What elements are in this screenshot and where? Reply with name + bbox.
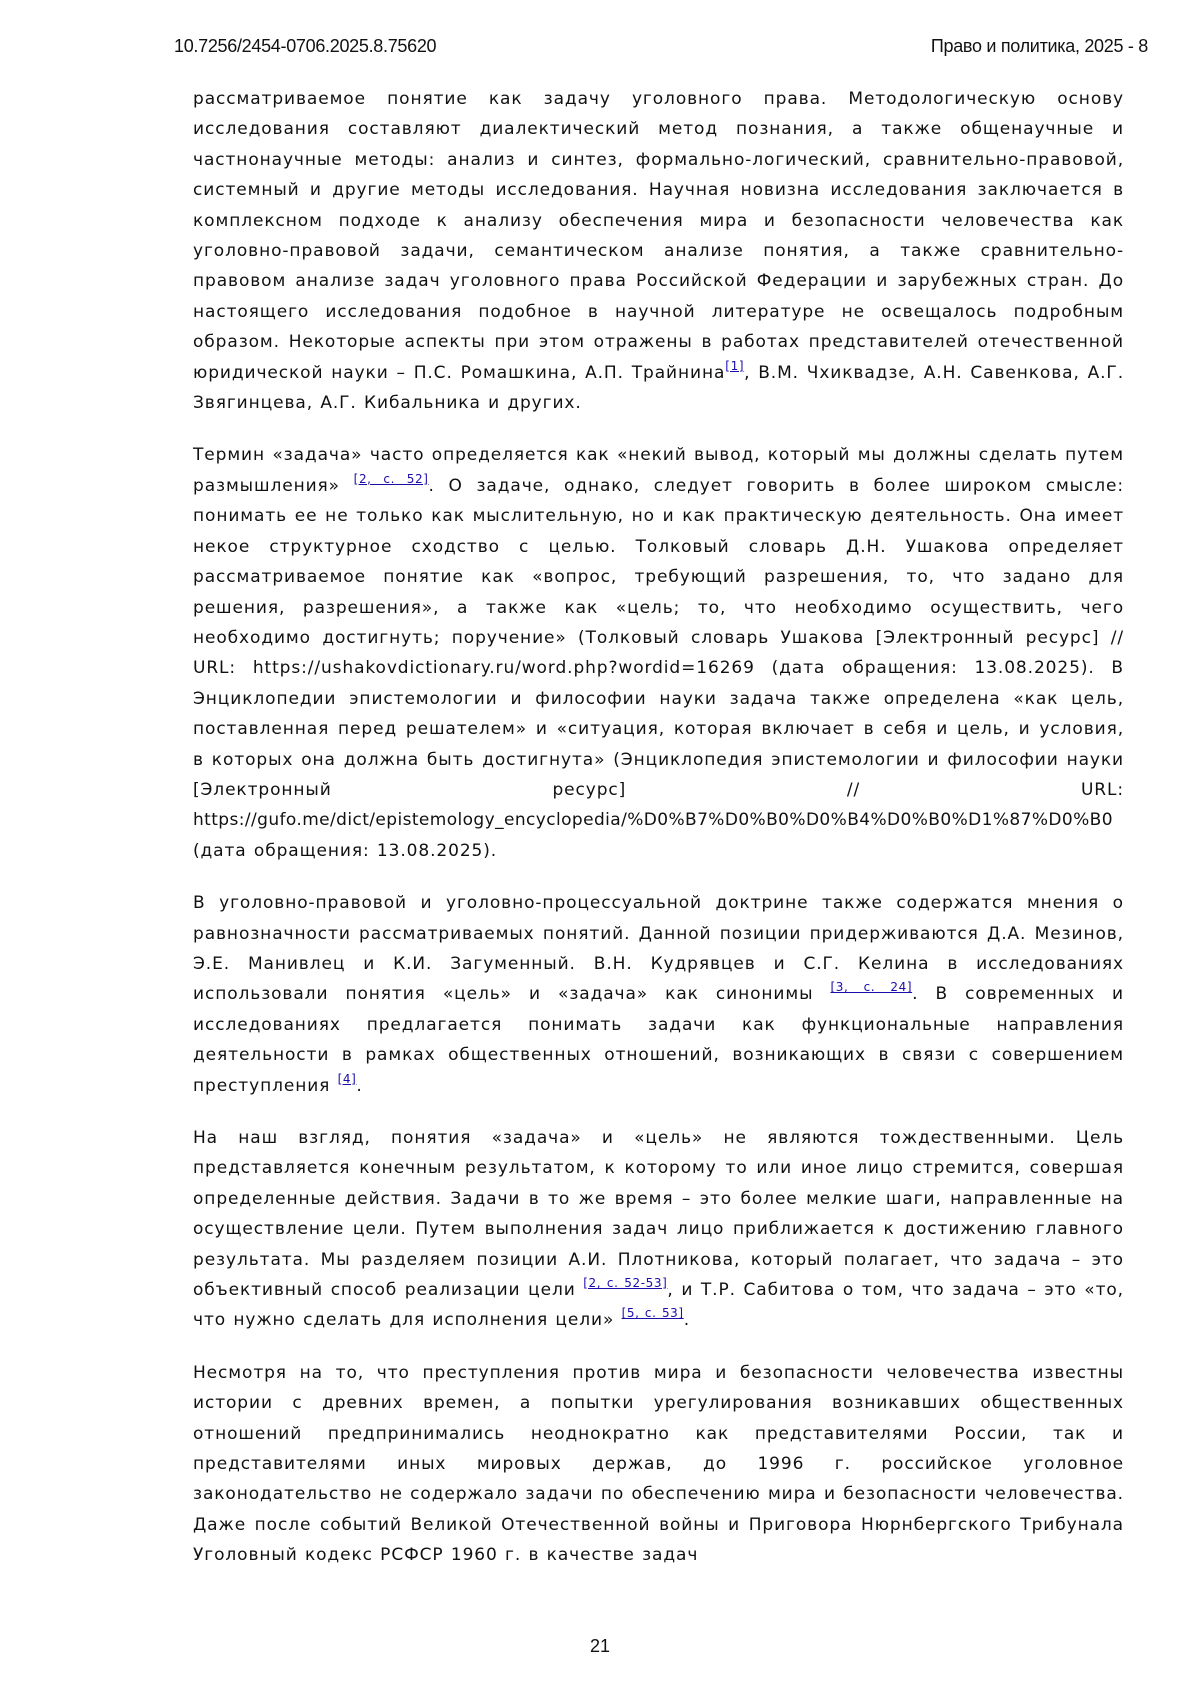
doi-label: 10.7256/2454-0706.2025.8.75620 (174, 36, 436, 57)
reference-link-4[interactable]: [4] (338, 1072, 357, 1086)
paragraph-text: , и Т.Р. Сабитова о том, что задача – это «то, что нужно сделать для исполнения цели» (193, 1280, 1124, 1330)
paragraph-text: . (356, 1076, 362, 1096)
reference-link-3-p24[interactable]: [3, с. 24] (830, 980, 912, 994)
paragraph-text: Несмотря на то, что преступления против мира и безопасности человечества известны истории с древних времен, а попытки урегулирования возникавших общественных отношений предпринимались неоднократно как представителями России, так и представителями иных мировых держав, до 1996 г. российское уголовное законодательство не содержало задачи по обеспечению мира и безопасности человечества. Даже после событий Великой Отечественной войны и Приговора Нюрнбергского Трибунала Уголовный кодекс РСФСР 1960 г. в качестве задач (193, 1363, 1124, 1565)
reference-link-1[interactable]: [1] (725, 359, 744, 373)
page-header (174, 36, 1148, 60)
reference-link-2-p52-53[interactable]: [2, с. 52-53] (583, 1276, 667, 1290)
paragraph-3 (193, 888, 1124, 1101)
paragraph-text: . (684, 1310, 690, 1330)
page-number: 21 (0, 1636, 1200, 1657)
paragraph-2 (193, 440, 1124, 866)
article-body (193, 84, 1124, 1593)
paragraph-text: , В.М. Чхиквадзе, А.Н. Савенкова, А.Г. Звягинцева, А.Г. Кибальника и других. (193, 363, 1124, 413)
encyclopedia-url: https://gufo.me/dict/epistemology_encyclopedia/%D0%B7%D0%B0%D0%B4%D0%B0%D1%87%D0%B0 (193, 810, 1113, 830)
reference-link-2-p52[interactable]: [2, с. 52] (354, 472, 429, 486)
paragraph-5 (193, 1358, 1124, 1571)
paragraph-text: Термин «задача» часто определяется как «некий вывод, который мы должны сделать путем размышления» (193, 445, 1124, 495)
paragraph-1 (193, 84, 1124, 418)
paragraph-text: . В современных и исследованиях предлагается понимать задачи как функциональные направления деятельности в рамках общественных отношений, возникающих в связи с совершением преступления (193, 984, 1124, 1095)
reference-link-5-p53[interactable]: [5, с. 53] (622, 1306, 684, 1320)
paragraph-text: рассматриваемое понятие как задачу уголовного права. Методологическую основу исследования составляют диалектический метод познания, а также общенаучные и частнонаучные методы: анализ и синтез, формально-логический, сравнительно-правовой, системный и другие методы исследования. Научная новизна исследования заключается в комплексном подходе к анализу обеспечения мира и безопасности человечества как уголовно-правовой задачи, семантическом анализе понятия, а также сравнительно-правовом анализе задач уголовного права Российской Федерации и зарубежных стран. До настоящего исследования подобное в научной литературе не освещалось подробным образом. Некоторые аспекты при этом отражены в работах представителей отечественной юридической науки – П.С. Ромашкина, А.П. Трайнина (193, 89, 1124, 383)
paragraph-text: На наш взгляд, понятия «задача» и «цель» не являются тождественными. Цель представляется конечным результатом, к которому то или иное лицо стремится, совершая определенные действия. Задачи в то же время – это более мелкие шаги, направленные на осуществление цели. Путем выполнения задач лицо приближается к достижению главного результата. Мы разделяем позиции А.И. Плотникова, который полагает, что задача – это объективный способ реализации цели (193, 1128, 1124, 1300)
paragraph-text: (дата обращения: 13.08.2025). (193, 841, 497, 861)
paragraph-text: . О задаче, однако, следует говорить в более широком смысле: понимать ее не только как мыслительную, но и как практическую деятельность. Она имеет некое структурное сходство с целью. Толковый словарь Д.Н. Ушакова определяет рассматриваемое понятие как «вопрос, требующий разрешения, то, что задано для решения, разрешения», а также как «цель; то, что необходимо осуществить, чего необходимо достигнуть; поручение» (Толковый словарь Ушакова [Электронный ресурс] // URL: https://ushakovdictionary.ru/word.php?wordid=16269 (дата обращения: 13.08.2025). В Энциклопедии эпистемологии и философии науки задача также определена «как цель, поставленная перед решателем» и «ситуация, которая включает в себя и цель, и условия, в которых она должна быть достигнута» (Энциклопедия эпистемологии и философии науки [Электронный ресурс] // URL: (193, 476, 1124, 800)
journal-title: Право и политика, 2025 - 8 (931, 36, 1148, 57)
paragraph-text: В уголовно-правовой и уголовно-процессуальной доктрине также содержатся мнения о равнозначности рассматриваемых понятий. Данной позиции придерживаются Д.А. Мезинов, Э.Е. Манивлец и К.И. Загуменный. В.Н. Кудрявцев и С.Г. Келина в исследованиях использовали понятия «цель» и «задача» как синонимы (193, 893, 1124, 1004)
paragraph-4 (193, 1123, 1124, 1336)
